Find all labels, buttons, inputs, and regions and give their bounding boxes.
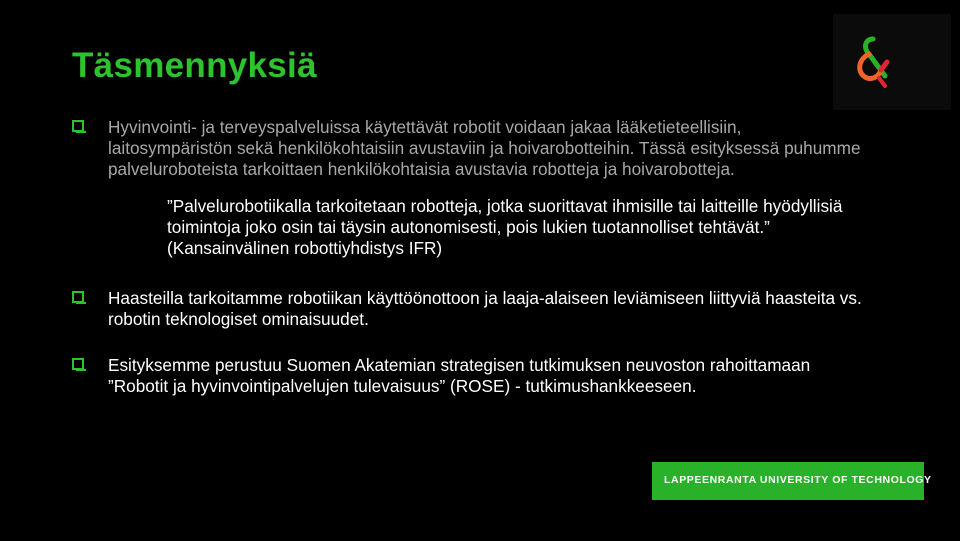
bullet-text: Esityksemme perustuu Suomen Akatemian strategisen tutkimuksen neuvoston rahoittamaan ”Robotit ja hyvinvointipalvelujen tulevaisuus” (ROSE) - tutkimushankkeeseen. <box>108 355 811 396</box>
bullet-text: Hyvinvointi- ja terveyspalveluissa käytettävät robotit voidaan jakaa lääketieteellisiin, laitosympäristön sekä henkilökohtaisiin avustaviin ja hoivarobotteihin. Tässä esityksessä puhumme palveluroboteista tarkoittaen henkilökohtaisia avustavia robotteja ja hoivarobotteja. <box>108 117 861 179</box>
ampersand-logo-icon <box>851 36 891 92</box>
ifr-definition-quote: ”Palvelurobotiikalla tarkoitetaan robotteja, jotka suorittavat ihmisille tai laitteille hyödyllisiä toimintoja joko osin tai täysin autonomisesti, pois lukien tuotannolliset tehtävät.” (Kansainvälinen robottiyhdistys IFR) <box>167 196 843 258</box>
university-name: LAPPEENRANTA UNIVERSITY OF TECHNOLOGY <box>664 474 932 486</box>
logo-panel <box>833 14 951 110</box>
slide-title: Täsmennyksiä <box>72 46 317 85</box>
checkbox-square-icon <box>72 358 84 370</box>
checkbox-square-icon <box>72 291 84 303</box>
checkbox-square-icon <box>72 120 84 132</box>
university-brand-band <box>652 462 932 500</box>
bullet-text: Haasteilla tarkoitamme robotiikan käyttöönottoon ja laaja-alaiseen leviämiseen liittyviä haasteita vs. robotin teknologiset ominaisuudet. <box>108 288 862 329</box>
